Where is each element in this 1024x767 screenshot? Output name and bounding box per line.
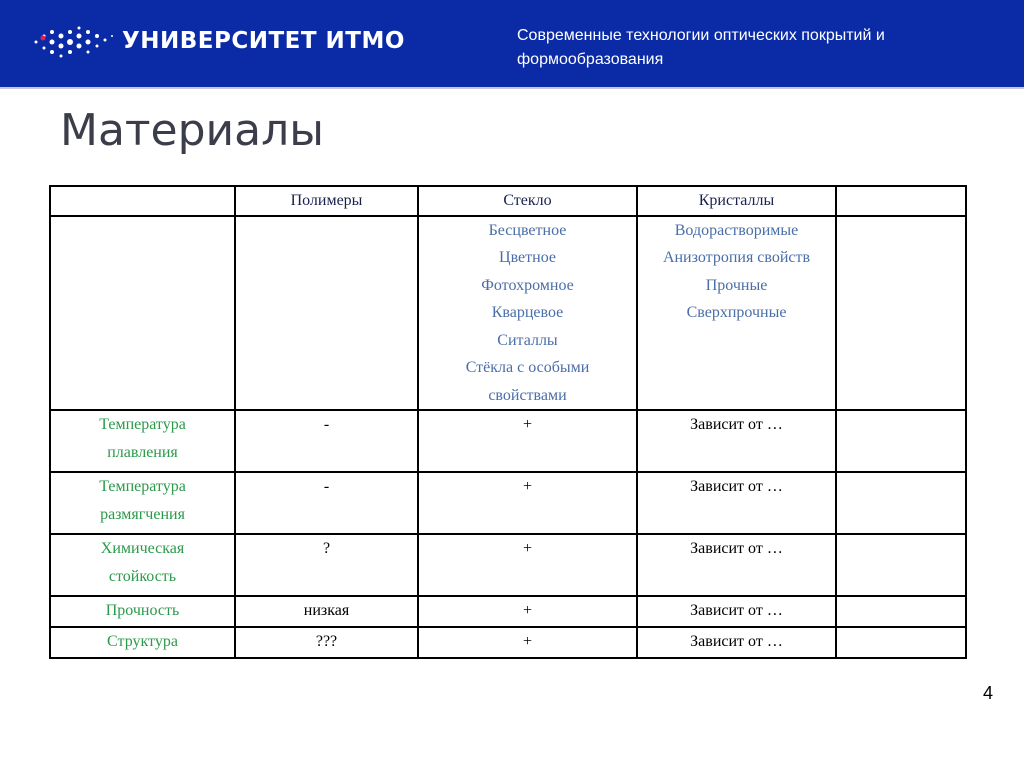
row-label: Структура [50,627,235,658]
crystals-value: Зависит от … [637,534,836,596]
polymers-value: ??? [235,627,418,658]
cell [836,472,966,534]
cell [836,534,966,596]
crystal-types-cell [637,216,836,411]
polymers-value: - [235,410,418,472]
page-title: Материалы [60,105,324,156]
header-cell-crystals: Кристаллы [637,186,836,216]
header-cell-extra [836,186,966,216]
crystal-type: Водорастворимые [674,221,799,239]
header-cell-empty [50,186,235,216]
glass-type: Ситаллы [497,331,558,349]
cell [836,596,966,627]
crystals-value: Зависит от … [637,627,836,658]
row-label: Температура плавления [50,410,235,472]
crystal-type: Анизотропия свойств [662,249,811,266]
row-label: Температура размягчения [50,472,235,534]
glass-value: + [418,410,637,472]
cell [50,216,235,411]
table-row [50,410,966,472]
crystals-value: Зависит от … [637,410,836,472]
header-cell-glass: Стекло [418,186,637,216]
glass-types-cell [418,216,637,411]
table-row [50,596,966,627]
cell [836,410,966,472]
polymers-value: - [235,472,418,534]
crystals-value: Зависит от … [637,472,836,534]
polymers-value: низкая [235,596,418,627]
glass-value: + [418,472,637,534]
crystal-type: Прочные [705,276,768,294]
table-row [50,627,966,658]
page-number: 4 [983,683,994,703]
row-label: Прочность [50,596,235,627]
crystals-value: Зависит от … [637,596,836,627]
glass-type: Фотохромное [481,276,574,294]
header-cell-polymers: Полимеры [235,186,418,216]
materials-table [49,185,967,659]
logo-text: УНИВЕРСИТЕТ ИТМО [122,28,405,54]
table-row [50,472,966,534]
cell [235,216,418,411]
glass-value: + [418,627,637,658]
glass-value: + [418,534,637,596]
cell [836,216,966,411]
table-row-types [50,216,966,411]
glass-type: Цветное [499,249,556,266]
crystal-type: Сверхпрочные [686,304,787,321]
glass-type: свойствами [488,386,567,404]
cell [836,627,966,658]
glass-value: + [418,596,637,627]
table-row [50,534,966,596]
polymers-value: ? [235,534,418,596]
course-title: Современные технологии оптических покрытий и формообразования [517,27,885,68]
header-bar [0,0,1024,89]
glass-type: Стёкла с особыми [465,359,590,376]
row-label: Химическая стойкость [50,534,235,596]
glass-type: Кварцевое [491,304,564,321]
table-header-row [50,186,966,216]
glass-type: Бесцветное [488,221,567,239]
